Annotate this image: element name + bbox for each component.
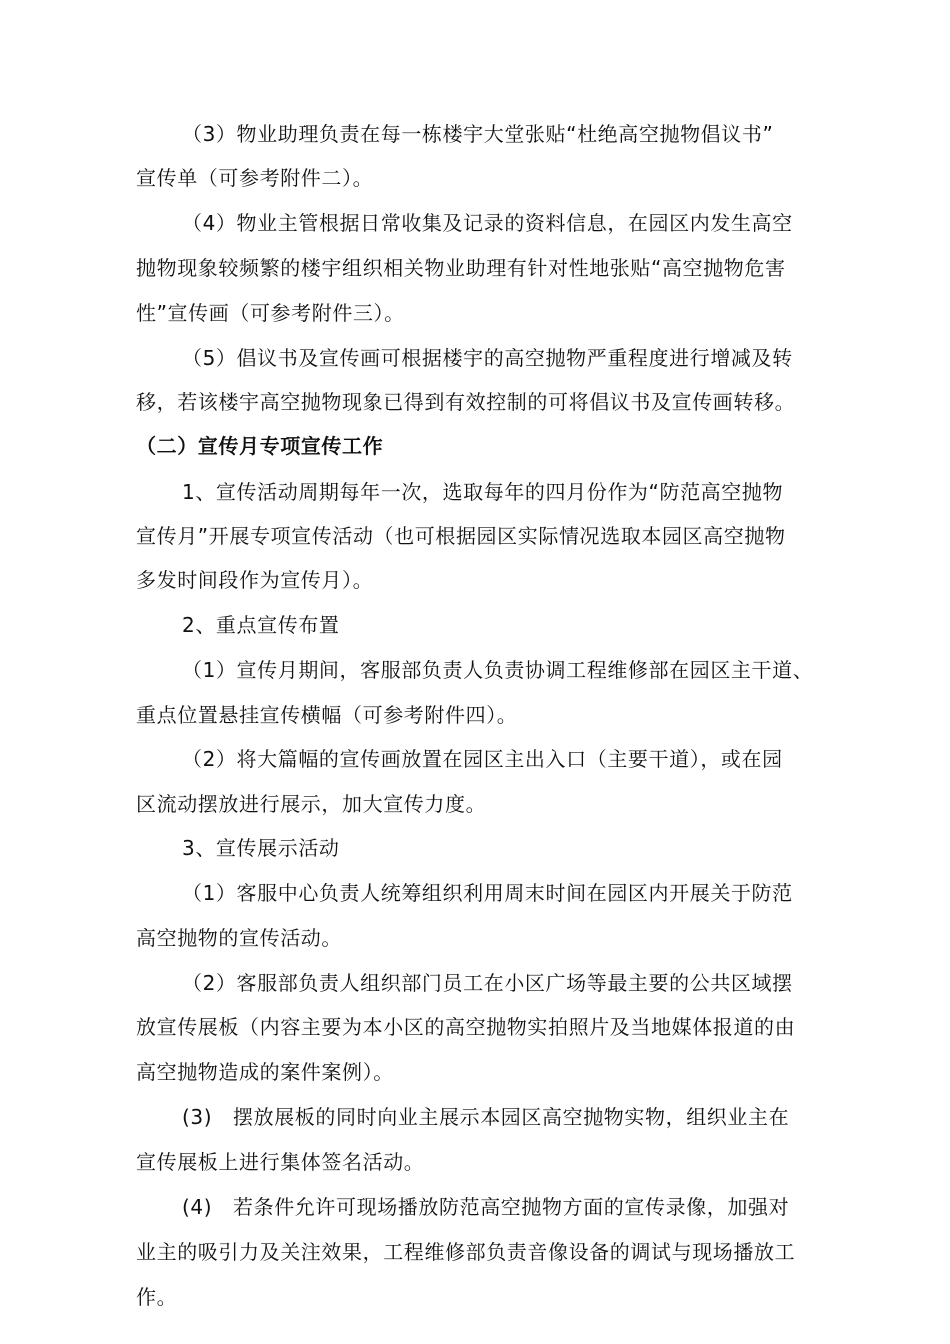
text-line: （2）客服部负责人组织部门员工在小区广场等最主要的公共区域摆: [182, 971, 793, 995]
section-heading: （二）宣传月专项宣传工作: [136, 434, 384, 458]
text-line: 作。: [136, 1285, 178, 1309]
text-line: （3）物业助理负责在每一栋楼宇大堂张贴“杜绝高空抛物倡议书”: [182, 122, 774, 146]
text-line: 业主的吸引力及关注效果，工程维修部负责音像设备的调试与现场播放工: [136, 1240, 796, 1264]
text-line: 多发时间段作为宣传月）。: [136, 568, 374, 592]
text-line: （4）物业主管根据日常收集及记录的资料信息，在园区内发生高空: [182, 211, 793, 235]
text-line: 宣传单（可参考附件二）。: [136, 166, 374, 190]
text-line: 抛物现象较频繁的楼宇组织相关物业助理有针对性地张贴“高空抛物危害: [136, 256, 786, 280]
text-line: （2）将大篇幅的宣传画放置在园区主出入口（主要干道），或在园: [182, 747, 783, 771]
subheading: 3、宣传展示活动: [182, 836, 340, 860]
text-line: （1）客服中心负责人统筹组织利用周末时间在园区内开展关于防范: [182, 881, 793, 905]
text-line: 移，若该楼宇高空抛物现象已得到有效控制的可将倡议书及宣传画转移。: [136, 390, 796, 414]
text-line: 区流动摆放进行展示，加大宣传力度。: [136, 792, 487, 816]
text-line: 1、宣传活动周期每年一次，选取每年的四月份作为“防范高空抛物: [182, 480, 784, 504]
text-line: 性”宣传画（可参考附件三）。: [136, 301, 405, 325]
text-line: 放宣传展板（内容主要为本小区的高空抛物实拍照片及当地媒体报道的由: [136, 1015, 796, 1039]
text-line: （5）倡议书及宣传画可根据楼宇的高空抛物严重程度进行增减及转: [182, 346, 793, 370]
text-line: 高空抛物的宣传活动。: [136, 926, 342, 950]
text-line: （1）宣传月期间，客服部负责人负责协调工程维修部在园区主干道、: [182, 658, 814, 682]
text-line: (4) 若条件允许可现场播放防范高空抛物方面的宣传录像，加强对: [182, 1195, 790, 1219]
subheading: 2、重点宣传布置: [182, 613, 340, 637]
text-line: (3) 摆放展板的同时向业主展示本园区高空抛物实物，组织业主在: [182, 1105, 790, 1129]
text-line: 高空抛物造成的案件案例）。: [136, 1060, 394, 1084]
text-line: 宣传展板上进行集体签名活动。: [136, 1150, 425, 1174]
text-line: 重点位置悬挂宣传横幅（可参考附件四）。: [136, 703, 518, 727]
text-line: 宣传月”开展专项宣传活动（也可根据园区实际情况选取本园区高空抛物: [136, 524, 786, 548]
